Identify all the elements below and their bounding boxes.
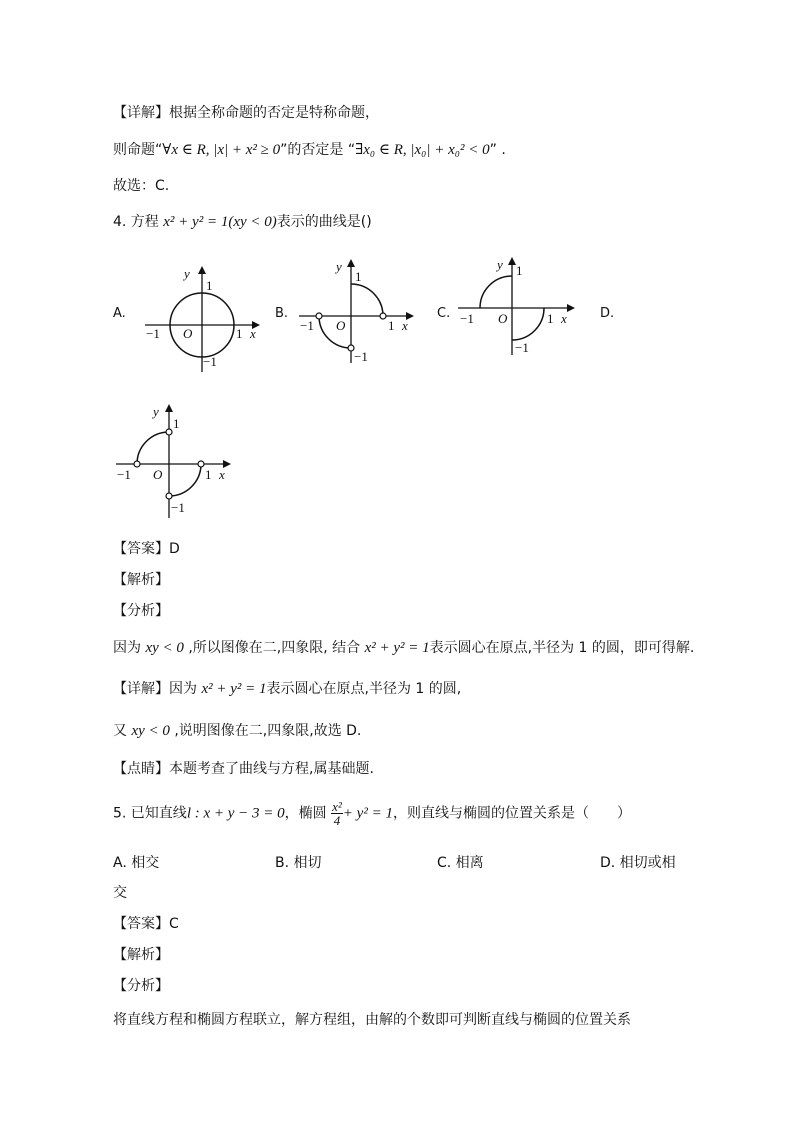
jiexi-4: 【解析】 (113, 572, 169, 588)
svg-text:−1: −1 (171, 500, 185, 515)
fenxi-4: 【分析】 (113, 603, 169, 619)
svg-text:1: 1 (516, 263, 523, 278)
svg-text:1: 1 (236, 326, 243, 341)
fraction-x2-over-4: $\frac{\text{x²}}{4}$ (332, 799, 342, 828)
detail-line-2: 则命题“∀x ∈ R, |x| + x² ≥ 0”的否定是 “∃x₀ ∈ R, |x₀| + x₀² < 0” . (113, 142, 506, 158)
svg-text:O: O (183, 326, 193, 341)
math-forall: ∀x ∈ R, |x| + x² ≥ 0 (162, 142, 281, 158)
answer-4: 【答案】D (113, 541, 180, 557)
q5-option-d-wrap: 交 (113, 885, 127, 901)
svg-text:−1: −1 (515, 340, 529, 355)
math-exists: ∃x₀ ∈ R, |x₀| + x₀² < 0 (355, 142, 490, 158)
q5-option-c: C. 相离 (437, 855, 484, 871)
analysis-4-text: 因为 xy < 0 ,所以图像在二,四象限, 结合 x² + y² = 1表示圆心在原点,半径为 1 的圆，即可得解. (113, 640, 695, 656)
q5-option-a: A. 相交 (113, 855, 160, 871)
svg-text:y: y (184, 266, 190, 281)
svg-text:−1: −1 (203, 354, 217, 369)
svg-text:−1: −1 (146, 326, 160, 341)
option-d-label: D. (600, 306, 615, 321)
svg-text:y: y (153, 404, 159, 419)
svg-text:x: x (402, 318, 408, 333)
svg-text:1: 1 (206, 278, 213, 293)
fenxi-5: 【分析】 (113, 978, 169, 994)
question-4: 4. 方程 x² + y² = 1(xy < 0)表示的曲线是() (113, 214, 372, 230)
svg-text:1: 1 (388, 318, 395, 333)
analysis-5-text: 将直线方程和椭圆方程联立，解方程组，由解的个数即可判断直线与椭圆的位置关系 (113, 1012, 631, 1028)
figure-a-full-circle (140, 262, 265, 377)
svg-text:−1: −1 (354, 349, 368, 364)
svg-text:O: O (498, 311, 508, 326)
q5-option-d: D. 相切或相 (600, 855, 676, 871)
svg-text:x: x (561, 311, 567, 326)
svg-text:1: 1 (547, 311, 554, 326)
svg-text:1: 1 (355, 269, 362, 284)
detail-4-conclusion: 又 xy < 0 ,说明图像在二,四象限,故选 D. (113, 723, 362, 739)
svg-text:x: x (219, 467, 225, 482)
detail-4-text: 【详解】因为 x² + y² = 1表示圆心在原点,半径为 1 的圆, (113, 681, 462, 697)
svg-text:y: y (497, 257, 503, 272)
svg-text:−1: −1 (117, 467, 131, 482)
jiexi-5: 【解析】 (113, 947, 169, 963)
svg-text:−1: −1 (300, 318, 314, 333)
option-c-label: C. (437, 306, 451, 321)
svg-text:1: 1 (205, 467, 212, 482)
figure-c-q2-q4-arcs-open (455, 253, 585, 358)
comment-4: 【点睛】本题考查了曲线与方程,属基础题. (113, 761, 374, 777)
detail-line-1: 【详解】根据全称命题的否定是特称命题， (113, 105, 379, 121)
question-5: 5. 已知直线l : x + y − 3 = 0，椭圆 $\frac{\text{x²}}{4}$ + y² = 1，则直线与椭圆的位置关系是（ ） (113, 799, 631, 828)
figure-b-q1-q3-arcs (296, 255, 421, 370)
answer-5: 【答案】C (113, 916, 179, 932)
svg-text:−1: −1 (460, 311, 474, 326)
answer-line-choose-c: 故选：C. (113, 178, 170, 194)
option-b-label: B. (275, 306, 289, 321)
option-a-label: A. (113, 306, 126, 321)
svg-text:O: O (336, 318, 346, 333)
q5-option-b: B. 相切 (275, 855, 322, 871)
figure-d-q2-q4-arcs-endpoints (113, 400, 238, 522)
svg-text:1: 1 (173, 416, 180, 431)
math-q4: x² + y² = 1(xy < 0) (163, 214, 277, 230)
svg-text:O: O (153, 467, 163, 482)
svg-text:y: y (336, 259, 342, 274)
svg-text:x: x (250, 326, 256, 341)
